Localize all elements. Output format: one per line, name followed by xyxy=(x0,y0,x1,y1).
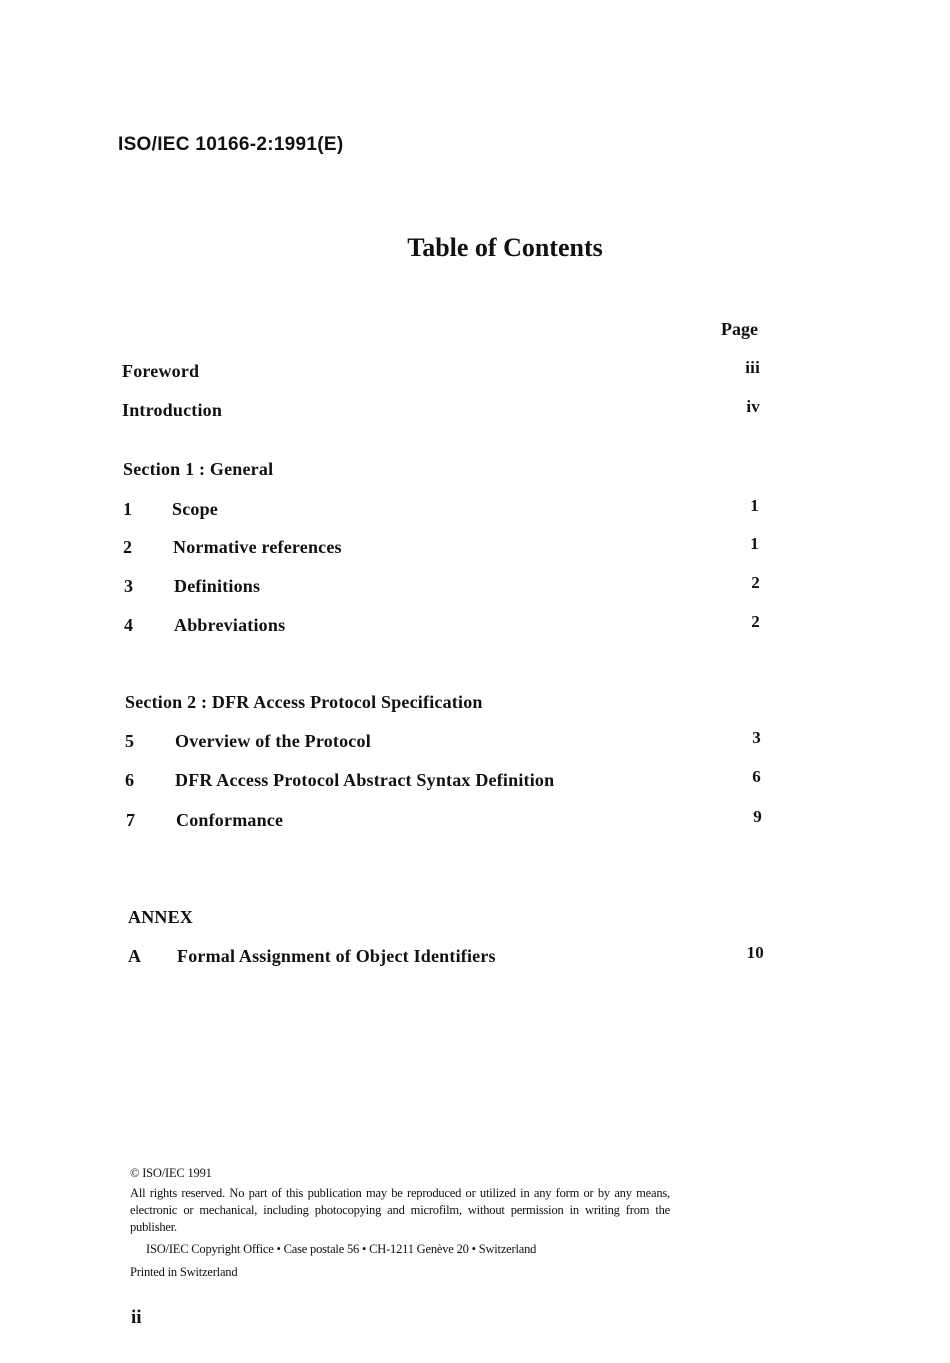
toc-entry-number: 1 xyxy=(123,499,133,519)
toc-entry-number: 5 xyxy=(125,731,135,751)
toc-entry-title: Scope xyxy=(172,499,218,519)
annex-heading: ANNEX xyxy=(128,907,194,927)
toc-entry-annex-a xyxy=(128,943,768,970)
section-2-heading: Section 2 : DFR Access Protocol Specification xyxy=(125,692,483,712)
toc-entry-title: Abbreviations xyxy=(174,615,286,635)
section-1-heading: Section 1 : General xyxy=(123,459,274,479)
toc-entry-page: 2 xyxy=(751,573,760,592)
toc-entry-page: iv xyxy=(746,397,760,416)
printed-text: Printed in Switzerland xyxy=(130,1265,238,1279)
copyright-office-address xyxy=(130,1241,686,1258)
toc-entry-number: 7 xyxy=(126,810,136,830)
toc-entry-title: Formal Assignment of Object Identifiers xyxy=(177,946,496,966)
page-column-label: Page xyxy=(721,319,758,339)
toc-entry-page: 1 xyxy=(750,534,759,553)
toc-entry-7 xyxy=(126,807,766,834)
rights-text: All rights reserved. No part of this publication may be reproduced or utilized in any form or by any means, electronic or mechanical, including photocopying and microfilm, without permission in writing from the publisher. xyxy=(130,1186,670,1234)
toc-entry-page: 6 xyxy=(752,767,761,786)
toc-entry-number: 2 xyxy=(123,537,133,557)
office-text: ISO/IEC Copyright Office • Case postale 56 • CH-1211 Genève 20 • Switzerland xyxy=(146,1242,537,1256)
toc-title: Table of Contents xyxy=(407,233,603,262)
toc-entry-3 xyxy=(124,573,764,600)
toc-entry-number: 4 xyxy=(124,615,134,635)
toc-entry-title: Definitions xyxy=(174,576,261,596)
page-number: ii xyxy=(131,1307,142,1328)
toc-entry-4 xyxy=(124,612,764,639)
toc-entry-page: iii xyxy=(745,358,760,377)
toc-entry-title: Foreword xyxy=(122,361,200,381)
copyright-line: © ISO/IEC 1991 xyxy=(130,1166,212,1180)
printed-in-note xyxy=(130,1264,670,1281)
toc-entry-introduction xyxy=(122,397,762,424)
toc-entry-title: Conformance xyxy=(176,810,284,830)
toc-entry-title: Overview of the Protocol xyxy=(175,731,371,751)
toc-entry-6 xyxy=(125,767,765,794)
toc-entry-page: 1 xyxy=(750,496,759,515)
toc-entry-number: 3 xyxy=(124,576,134,596)
toc-entry-page: 9 xyxy=(753,807,762,826)
copyright-notice xyxy=(130,1165,670,1182)
toc-entry-5 xyxy=(125,728,765,755)
toc-entry-page: 2 xyxy=(751,612,760,631)
document-identifier: ISO/IEC 10166-2:1991(E) xyxy=(118,134,344,155)
toc-entry-1 xyxy=(123,496,763,523)
toc-entry-page: 3 xyxy=(752,728,761,747)
rights-statement xyxy=(130,1185,670,1236)
toc-entry-title: Introduction xyxy=(122,400,223,420)
toc-entry-page: 10 xyxy=(746,943,764,962)
toc-entry-title: DFR Access Protocol Abstract Syntax Definition xyxy=(175,770,555,790)
toc-entry-title: Normative references xyxy=(173,537,342,557)
toc-entry-foreword xyxy=(122,358,762,385)
toc-entry-number: A xyxy=(128,946,142,966)
toc-entry-2 xyxy=(123,534,763,561)
toc-entry-number: 6 xyxy=(125,770,135,790)
